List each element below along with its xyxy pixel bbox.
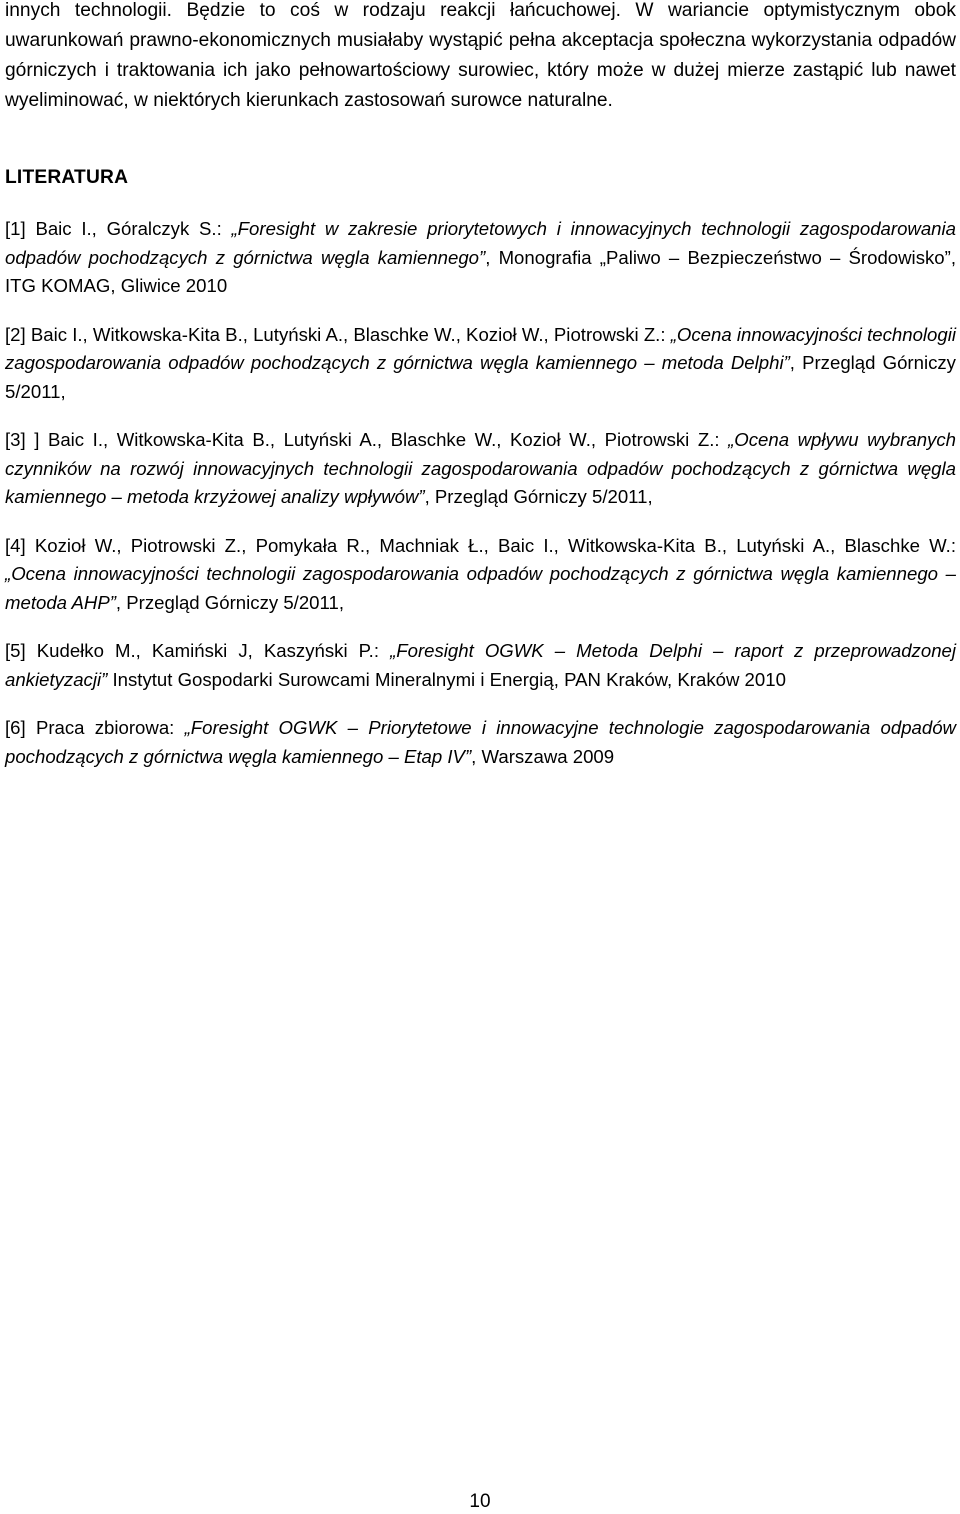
page-number: 10: [469, 1491, 491, 1512]
reference-5: [5, 637, 956, 694]
reference-number: [5]: [5, 640, 26, 661]
reference-2: [5, 321, 956, 407]
reference-number: [6]: [5, 717, 26, 738]
reference-authors: Baic I., Witkowska-Kita B., Lutyński A., Blaschke W., Kozioł W., Piotrowski Z.:: [30, 323, 671, 345]
reference-authors: Baic I., Góralczyk S.:: [35, 218, 232, 239]
reference-number: [3] ]: [5, 429, 40, 450]
body-paragraph: innych technologii. Będzie to coś w rodzaju reakcji łańcuchowej. W wariancie optymistycznym obok uwarunkowań prawno-ekonomicznych musiałaby wystąpić pełna akceptacja społeczna wykorzystania odpadów górniczych i traktowania ich jako pełnowartościowy surowiec, który może w dużej mierze zastąpić lub nawet wyeliminować, w niektórych kierunkach zastosowań surowce naturalne.: [5, 0, 956, 111]
reference-authors: Praca zbiorowa:: [35, 717, 185, 738]
document-page: [5, 0, 956, 791]
reference-source: Instytut Gospodarki Surowcami Mineralnymi i Energią, PAN Kraków, Kraków 2010: [107, 668, 786, 690]
reference-title: „Ocena wpływu wybranych czynników na rozwój innowacyjnych technologii zagospodarowania odpadów pochodzących z górnictwa węgla kamiennego – metoda krzyżowej analizy wpływów”: [5, 429, 956, 507]
reference-source: , Przegląd Górniczy 5/2011,: [424, 486, 653, 507]
reference-list: [5, 215, 956, 771]
reference-title: „Foresight w zakresie priorytetowych i innowacyjnych technologii zagospodarowania odpadów pochodzących z górnictwa węgla kamiennego”: [5, 218, 956, 268]
reference-1: [5, 215, 956, 301]
reference-authors: Kudełko M., Kamiński J, Kaszyński P.:: [36, 640, 391, 661]
reference-title: „Foresight OGWK – Metoda Delphi – raport z przeprowadzonej ankietyzacji”: [5, 640, 957, 690]
reference-title: „Ocena innowacyjności technologii zagospodarowania odpadów pochodzących z górnictwa węgla kamiennego – metoda AHP”: [5, 563, 956, 613]
literature-heading: LITERATURA: [5, 167, 129, 188]
reference-title: „Foresight OGWK – Priorytetowe i innowacyjne technologie zagospodarowania odpadów pochodzących z górnictwa węgla kamiennego – Etap IV”: [5, 717, 956, 767]
reference-number: [2]: [5, 323, 26, 345]
reference-6: [5, 714, 956, 771]
reference-source: , Monografia „Paliwo – Bezpieczeństwo – Środowisko”, ITG KOMAG, Gliwice 2010: [5, 246, 956, 296]
reference-title: „Ocena innowacyjności technologii zagospodarowania odpadów pochodzących z górnictwa węgla kamiennego – metoda Delphi”: [5, 323, 957, 373]
reference-3: [5, 426, 956, 512]
reference-source: , Przegląd Górniczy 5/2011,: [5, 352, 956, 402]
reference-number: [1]: [5, 218, 26, 239]
reference-authors: Baic I., Witkowska-Kita B., Lutyński A., Blaschke W., Kozioł W., Piotrowski Z.:: [47, 429, 729, 450]
reference-4: [5, 532, 956, 618]
reference-authors: Kozioł W., Piotrowski Z., Pomykała R., Machniak Ł., Baic I., Witkowska-Kita B., Lutyński A., Blaschke W.:: [34, 534, 957, 556]
reference-source: , Przegląd Górniczy 5/2011,: [115, 591, 344, 613]
reference-source: , Warszawa 2009: [471, 745, 615, 767]
reference-number: [4]: [5, 534, 26, 556]
